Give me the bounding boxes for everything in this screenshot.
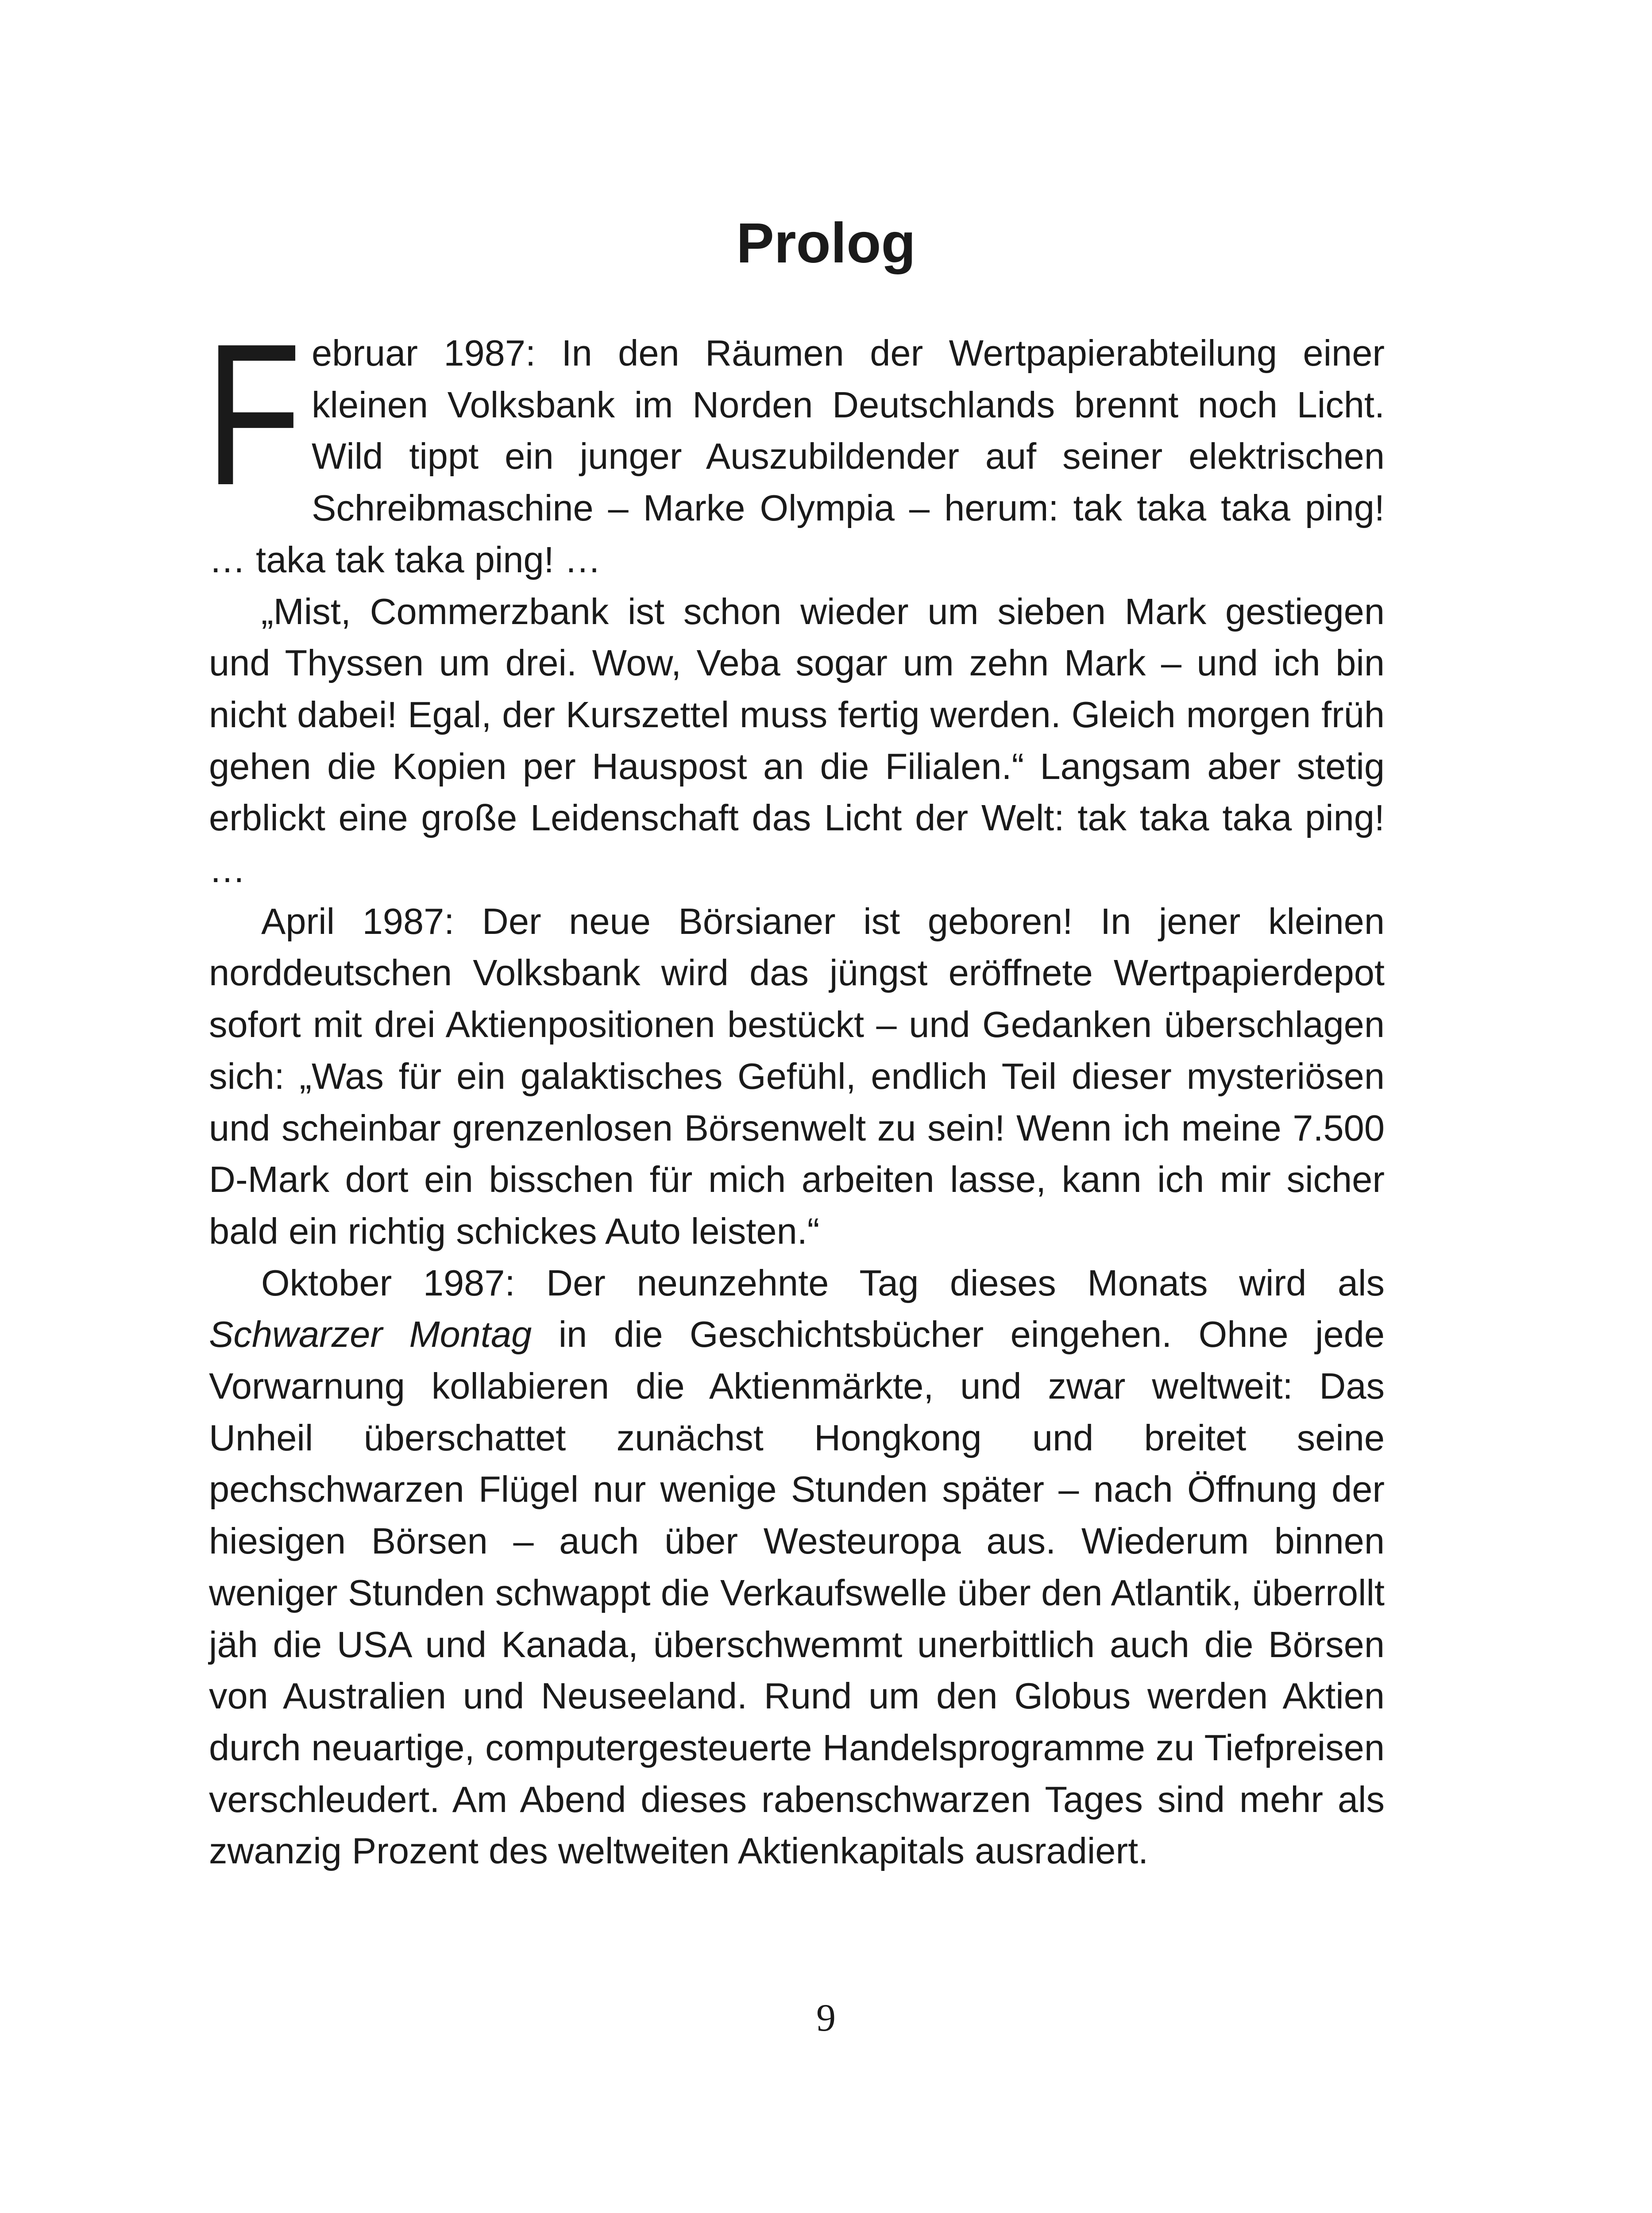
paragraph-4-start: Oktober 1987: Der neunzehnte Tag dieses Monats wird als xyxy=(261,1262,1385,1303)
body-text xyxy=(205,301,1385,1877)
emphasis-schwarzer-montag: Schwarzer Montag xyxy=(209,1314,532,1355)
paragraph-2: „Mist, Commerzbank ist schon wieder um sieben Mark gestiegen und Thyssen um drei. Wow, Veba sogar um zehn Mark – und ich bin nicht dabei! Egal, der Kurszettel muss fertig werden. Gleich morgen früh gehen die Kopien per Hauspost an die Filialen.“ Langsam aber stetig erblickt eine große Leidenschaft das Licht der Welt: tak taka taka ping! … xyxy=(209,590,1385,891)
chapter-title: Prolog xyxy=(736,212,916,275)
paragraph-4-end: in die Geschichtsbücher eingehen. Ohne jede Vorwarnung kollabieren die Aktienmärkte, und zwar weltweit: Das Unheil überschattet zunächst Hongkong und breitet seine pechschwarzen Flügel nur wenige Stunden später – nach Öffnung der hiesigen Börsen – auch über Westeuropa aus. Wiederum binnen weniger Stunden schwappt die Verkaufswelle über den Atlantik, überrollt jäh die USA und Kanada, überschwemmt unerbittlich auch die Börsen von Australien und Neuseeland. Rund um den Globus werden Aktien durch neuartige, computergesteuerte Handelsprogramme zu Tiefpreisen verschleudert. Am Abend dieses rabenschwarzen Tages sind mehr als zwanzig Prozent des weltweiten Aktienkapitals ausradiert. xyxy=(209,1314,1385,1872)
paragraph-1 xyxy=(205,301,1385,586)
drop-cap: F xyxy=(205,301,302,527)
paragraph-1-text: ebruar 1987: In den Räumen der Wertpapierabteilung einer kleinen Volksbank im Norden Deutschlands brennt noch Licht. Wild tippt ein junger Auszubildender auf seiner elektrischen Schreibmaschine – Marke Olympia – herum: tak taka taka ping! … taka tak taka ping! … xyxy=(209,332,1385,580)
page-number: 9 xyxy=(816,1997,836,2040)
paragraph-4 xyxy=(209,1257,1385,1877)
paragraph-3: April 1987: Der neue Börsianer ist geboren! In jener kleinen norddeutschen Volksbank wird das jüngst eröffnete Wertpapierdepot sofort mit drei Aktienpositionen bestückt – und Gedanken überschlagen sich: „Was für ein galaktisches Gefühl, endlich Teil dieser mysteriösen und scheinbar grenzenlosen Börsenwelt zu sein! Wenn ich meine 7.500 D-Mark dort ein bisschen für mich arbeiten lasse, kann ich mir sicher bald ein richtig schickes Auto leisten.“ xyxy=(209,900,1385,1252)
